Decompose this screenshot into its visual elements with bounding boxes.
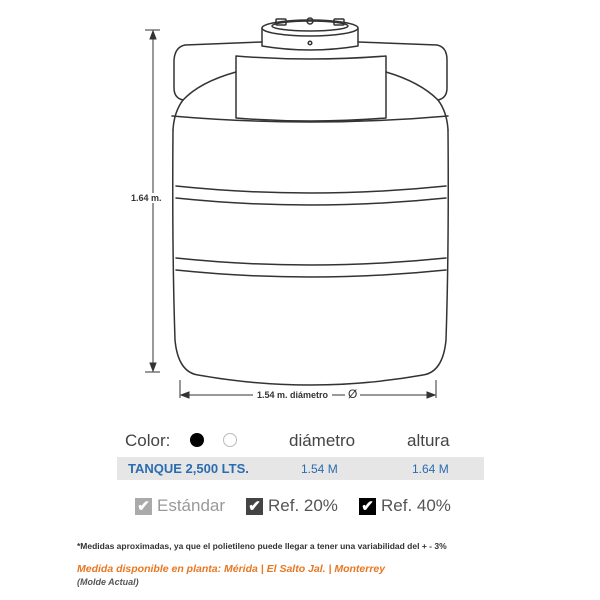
check-icon[interactable]: ✔ xyxy=(359,498,376,515)
arrow-icon xyxy=(181,392,189,398)
plant-availability: Medida disponible en planta: Mérida | El Salto Jal. | Monterrey xyxy=(77,563,386,575)
arrow-icon xyxy=(150,363,156,371)
arrow-icon xyxy=(150,31,156,39)
diameter-value: 1.54 M xyxy=(301,462,338,476)
tank-body xyxy=(172,100,448,385)
option-label: Ref. 20% xyxy=(268,496,338,515)
diameter-header: diámetro xyxy=(289,431,356,450)
arrow-icon xyxy=(427,392,435,398)
tank-lid xyxy=(262,18,358,50)
height-header: altura xyxy=(407,431,450,450)
disclaimer-note: *Medidas aproximadas, ya que el polietileno puede llegar a tener una variabilidad del + - 3% xyxy=(77,541,447,551)
color-swatch-white[interactable] xyxy=(223,433,237,447)
diameter-symbol: Ø xyxy=(345,387,360,401)
color-swatch-black[interactable] xyxy=(190,433,204,447)
option-label: Estándar xyxy=(157,496,226,515)
check-icon[interactable]: ✔ xyxy=(135,498,152,515)
option-label: Ref. 40% xyxy=(381,496,451,515)
height-value: 1.64 M xyxy=(412,462,449,476)
check-icon[interactable]: ✔ xyxy=(246,498,263,515)
option-estandar[interactable] xyxy=(135,495,225,517)
height-dimension-label: 1.64 m. xyxy=(131,193,162,203)
tank-shoulder xyxy=(174,42,447,121)
model-name: TANQUE 2,500 LTS. xyxy=(128,461,249,476)
option-ref-20[interactable] xyxy=(246,495,338,517)
option-ref-40[interactable] xyxy=(359,495,451,517)
color-label: Color: xyxy=(125,431,171,450)
mold-note: (Molde Actual) xyxy=(77,577,139,587)
diameter-dimension-label: 1.54 m. diámetro xyxy=(253,390,332,400)
